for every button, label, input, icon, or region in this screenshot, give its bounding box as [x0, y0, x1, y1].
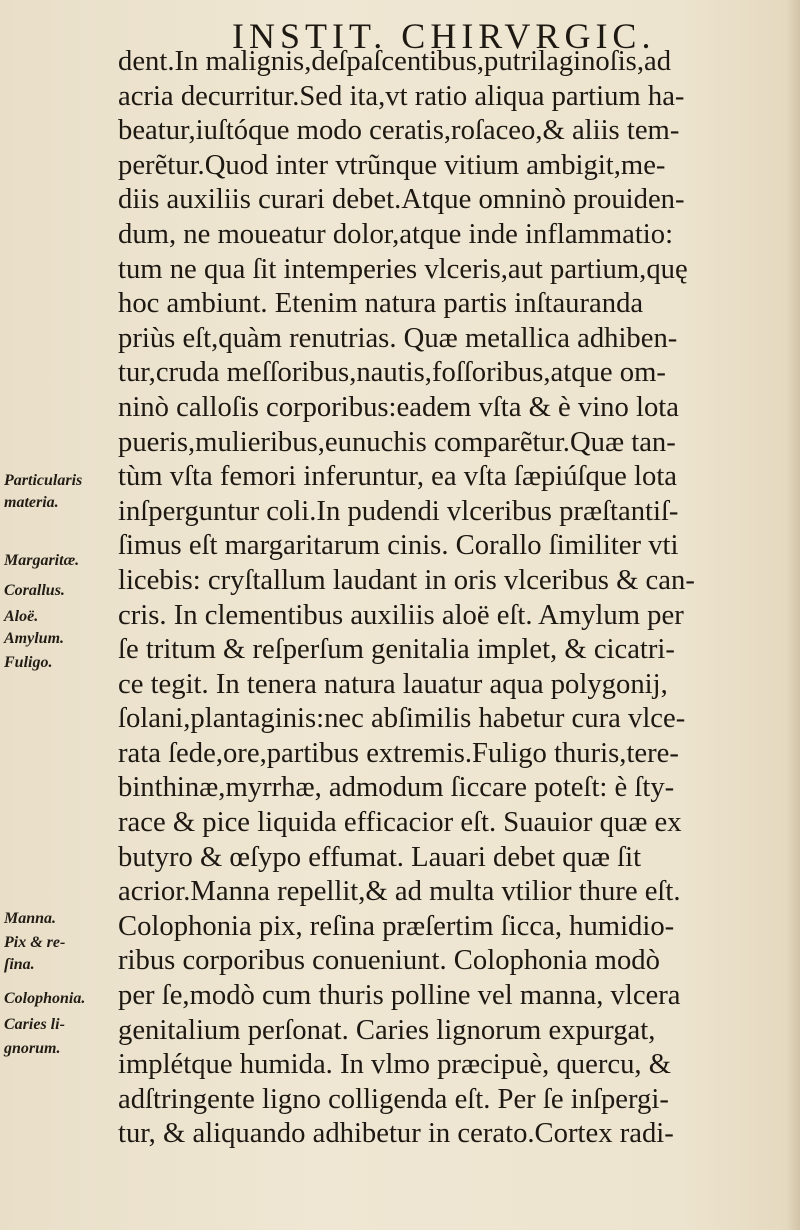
- marginal-note-amylum: Amylum.: [4, 630, 65, 647]
- text-line: tum ne qua ſit intemperies vlceris,aut partium,quę: [118, 252, 688, 285]
- text-line: implétque humida. In vlmo præcipuè, quercu, &: [118, 1048, 672, 1081]
- text-line: rata ſede,ore,partibus extremis.Fuligo thuris,tere-: [118, 736, 679, 769]
- text-line: beatur,iuſtóque modo ceratis,roſaceo,& aliis tem-: [118, 114, 680, 147]
- text-line: ribus corporibus conueniunt. Colophonia modò: [118, 944, 660, 977]
- marginal-note-particularis-materia: Particularis materia.: [4, 472, 83, 511]
- text-line: cris. In clementibus auxiliis aloë eſt. Amylum per: [118, 598, 684, 631]
- marginal-note-pix-resina: Pix & re- ſina.: [4, 934, 66, 973]
- marginal-note-corallus: Corallus.: [4, 582, 65, 599]
- text-line: priùs eſt,quàm renutrias. Quæ metallica adhiben-: [118, 321, 678, 354]
- text-line: tùm vſta femori inferuntur, ea vſta ſæpiúſque lota: [118, 460, 678, 493]
- text-line: perẽtur.Quod inter vtrũnque vitium ambigit,me-: [118, 148, 666, 181]
- marginal-note-fuligo: Fuligo.: [4, 654, 53, 671]
- text-line: diis auxiliis curari debet.Atque omninò prouiden-: [118, 183, 685, 216]
- text-line: tur, & aliquando adhibetur in cerato.Cortex radi-: [118, 1117, 674, 1150]
- marginal-note-caries-lignorum: Caries li- gnorum.: [4, 1016, 65, 1057]
- text-line: ſe tritum & reſperſum genitalia implet, & cicatri-: [118, 633, 675, 666]
- text-line: pueris,mulieribus,eunuchis comparẽtur.Quæ tan-: [118, 425, 676, 458]
- text-line: ſolani,plantaginis:nec abſimilis habetur cura vlce-: [118, 702, 686, 735]
- text-line: inſperguntur coli.In pudendi vlceribus præſtantiſ-: [118, 494, 679, 527]
- text-line: genitalium perſonat. Caries lignorum expurgat,: [118, 1013, 656, 1046]
- text-line: Colophonia pix, reſina præſertim ſicca, humidio-: [118, 909, 675, 942]
- text-line: per ſe,modò cum thuris polline vel manna, vlcera: [118, 979, 681, 1012]
- text-line: acria decurritur.Sed ita,vt ratio aliqua partium ha-: [118, 79, 685, 112]
- text-line: adſtringente ligno colligenda eſt. Per ſe inſpergi-: [118, 1082, 669, 1115]
- text-line: butyro & œſypo effumat. Lauari debet quæ ſit: [118, 840, 642, 873]
- body-text: [118, 44, 798, 1151]
- text-line: binthinæ,myrrhæ, admodum ſiccare poteſt: è ſty-: [118, 771, 675, 804]
- text-line: ce tegit. In tenera natura lauatur aqua polygonij,: [118, 667, 668, 700]
- text-line: tur,cruda meſſoribus,nautis,foſſoribus,atque om-: [118, 356, 666, 389]
- text-line: licebis: cryſtallum laudant in oris vlceribus & can-: [118, 563, 695, 596]
- text-line: hoc ambiunt. Etenim natura partis inſtauranda: [118, 287, 644, 320]
- text-line: dum, ne moueatur dolor,atque inde inflammatio:: [118, 217, 674, 250]
- text-line: race & pice liquida efficacior eſt. Suauior quæ ex: [118, 806, 682, 839]
- text-line: ſimus eſt margaritarum cinis. Corallo ſimiliter vti: [118, 529, 679, 562]
- text-line: acrior.Manna repellit,& ad multa vtilior thure eſt.: [118, 875, 681, 908]
- text-line: ninò calloſis corporibus:eadem vſta & è vino lota: [118, 390, 679, 423]
- marginal-note-aloe: Aloë.: [4, 608, 39, 625]
- marginal-note-margaritae: Margaritæ.: [4, 552, 80, 569]
- marginal-note-manna: Manna.: [4, 910, 57, 927]
- marginal-note-colophonia: Colophonia.: [4, 990, 86, 1007]
- text-line: dent.In malignis,deſpaſcentibus,putrilaginoſis,ad: [118, 45, 672, 77]
- running-head: INSTIT. CHIRVRGIC.: [232, 16, 656, 56]
